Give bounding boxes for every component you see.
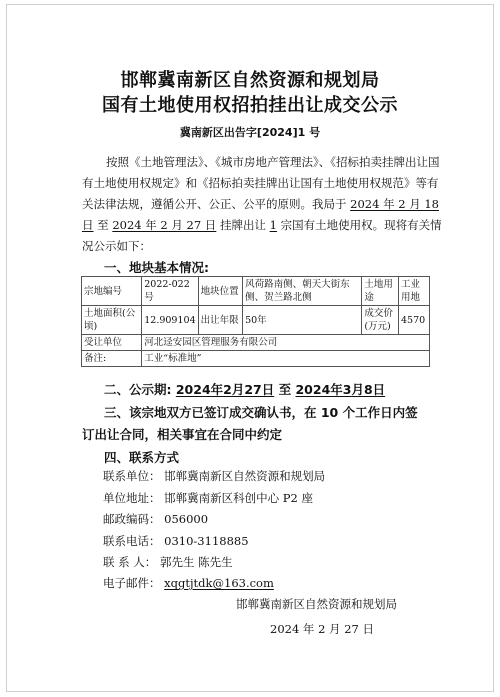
section-3-line-1: 三、该宗地双方已签订成交确认书，在 10 个工作日内签	[104, 405, 418, 420]
section-2-line	[104, 380, 385, 398]
parcel-info-table	[81, 276, 430, 367]
contact-postcode: 邮政编码： 056000	[103, 512, 209, 526]
contact-phone: 联系电话： 0310-3118885	[103, 534, 249, 548]
signature-date: 2024 年 2 月 27 日	[270, 622, 374, 636]
table-cell: 4570	[399, 306, 430, 335]
contact-address: 单位地址： 邯郸冀南新区科创中心 P2 座	[103, 491, 314, 505]
table-row	[82, 277, 430, 306]
table-cell: 土地用途	[362, 277, 399, 306]
section-3-line-2: 订出让合同，相关事宜在合同中约定	[82, 427, 283, 442]
table-cell: 河北迳安园区管理服务有限公司	[142, 335, 430, 351]
table-cell: 50年	[243, 306, 362, 335]
signature-org: 邯郸冀南新区自然资源和规划局	[236, 597, 397, 611]
table-cell: 土地面积(公顷)	[82, 306, 142, 335]
document-title-line-2: 国有土地使用权招拍挂出让成交公示	[102, 95, 398, 116]
table-cell: 工业“标准地”	[142, 351, 430, 367]
publicity-to: 至	[278, 382, 292, 397]
table-row	[82, 306, 430, 335]
publicity-start-date: 2024年2月27日	[175, 382, 275, 397]
contact-email-link[interactable]: xqgtjtdk@163.com	[164, 576, 274, 590]
table-cell: 风荷路南侧、朝天大街东侧、贺兰路北侧	[243, 277, 362, 306]
section-4-heading: 四、联系方式	[104, 450, 180, 465]
contact-email-label: 电子邮件：	[103, 576, 161, 590]
table-cell: 2022-022号	[142, 277, 198, 306]
table-cell: 出让年限	[198, 306, 242, 335]
contact-email-line	[103, 575, 274, 591]
listing-end-date: 2024 年 2 月 27 日	[112, 218, 217, 232]
contact-person: 联 系 人： 郭先生 陈先生	[103, 555, 233, 569]
table-cell: 成交价(万元)	[362, 306, 399, 335]
document-title-line-1: 邯郸冀南新区自然资源和规划局	[120, 70, 380, 91]
table-cell: 12.909104	[142, 306, 198, 335]
table-cell: 工业用地	[399, 277, 430, 306]
intro-text-1: 按照《土地管理法》、《城市房地产管理法》、《招标拍卖挂牌出让国有土地使用权规定》和《招标拍卖挂牌出让国有土地使用权规范》等有关法律法规，遵循公开、公正、公平的原则。我局于	[82, 155, 440, 211]
table-row	[82, 351, 430, 367]
listing-start-date: 2024 年 2 月 18 日	[82, 197, 439, 232]
table-cell: 备注:	[82, 351, 142, 367]
document-number: 冀南新区出告字[2024]1 号	[179, 126, 321, 139]
intro-text-2: 挂牌出让	[219, 218, 266, 232]
contact-unit: 联系单位： 邯郸冀南新区自然资源和规划局	[103, 469, 326, 483]
intro-text-3: 宗国有土地使用权。现将有关情况公示如下：	[82, 218, 442, 253]
publicity-end-date: 2024年3月8日	[295, 382, 386, 397]
intro-to: 至	[97, 218, 109, 232]
intro-paragraph	[82, 152, 444, 257]
table-cell: 受让单位	[82, 335, 142, 351]
table-cell: 地块位置	[198, 277, 242, 306]
parcel-count: 1	[269, 218, 277, 232]
table-cell: 宗地编号	[82, 277, 142, 306]
table-row	[82, 335, 430, 351]
section-1-heading: 一、地块基本情况:	[104, 260, 209, 275]
publicity-period-label: 二、公示期:	[104, 382, 172, 397]
